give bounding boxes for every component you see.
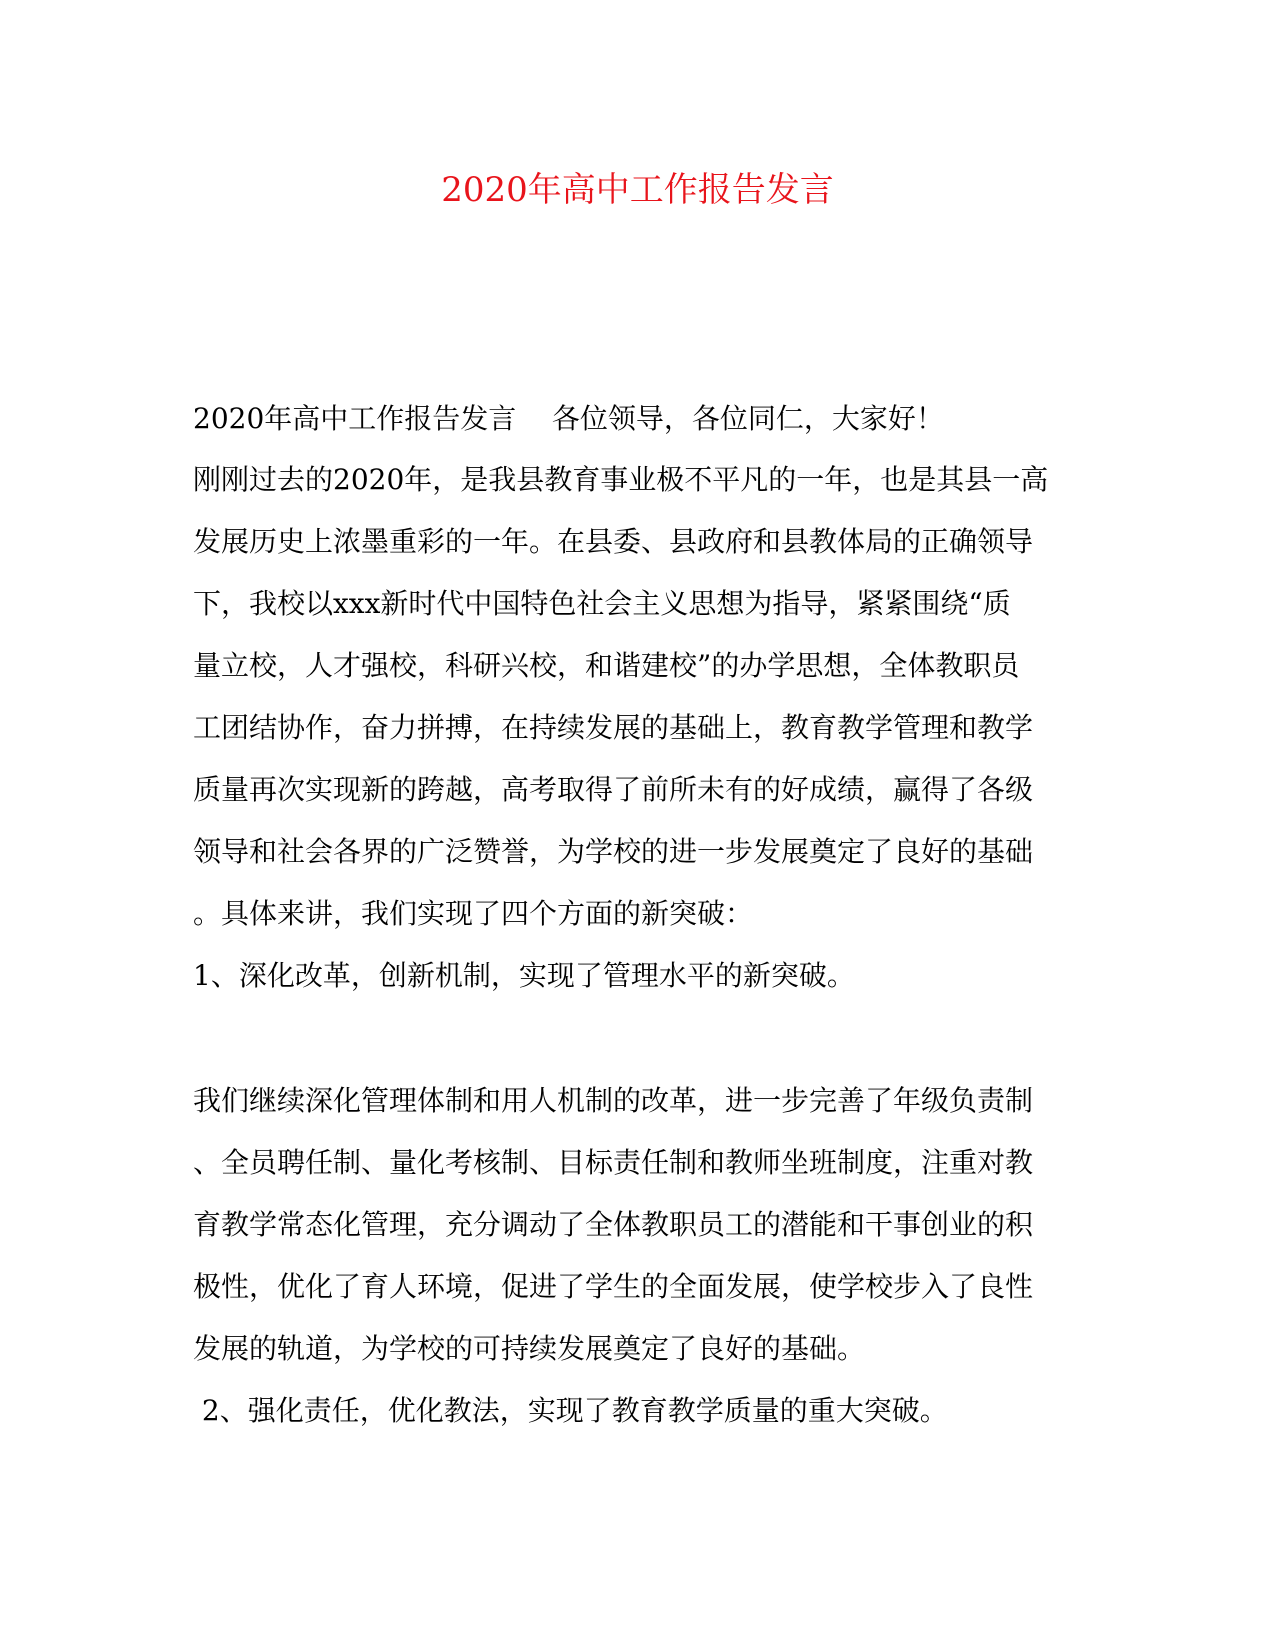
- list-heading: 1、深化改革，创新机制，实现了管理水平的新突破。: [193, 959, 855, 992]
- paragraph-line: 我们继续深化管理体制和用人机制的改革，进一步完善了年级负责制: [193, 1084, 1034, 1117]
- paragraph-line: 刚刚过去的2020年，是我县教育事业极不平凡的一年，也是其县一高: [193, 463, 1049, 496]
- paragraph-line: 发展的轨道，为学校的可持续发展奠定了良好的基础。: [193, 1332, 866, 1365]
- paragraph-line: 质量再次实现新的跨越，高考取得了前所未有的好成绩，赢得了各级: [193, 773, 1034, 806]
- paragraph-line: 2020年高中工作报告发言 各位领导，各位同仁，大家好！: [193, 402, 944, 435]
- paragraph-line: 工团结协作，奋力拼搏，在持续发展的基础上，教育教学管理和教学: [193, 711, 1034, 744]
- paragraph-line: 发展历史上浓墨重彩的一年。在县委、县政府和县教体局的正确领导: [193, 525, 1034, 558]
- document-title: 2020年高中工作报告发言: [441, 170, 834, 210]
- paragraph-line: 。具体来讲，我们实现了四个方面的新突破：: [193, 897, 754, 930]
- paragraph-line: 领导和社会各界的广泛赞誉，为学校的进一步发展奠定了良好的基础: [193, 835, 1034, 868]
- paragraph-line: 量立校，人才强校，科研兴校，和谐建校”的办学思想，全体教职员: [193, 649, 1020, 682]
- list-heading: 2、强化责任，优化教法，实现了教育教学质量的重大突破。: [193, 1394, 948, 1427]
- paragraph-line: 、全员聘任制、量化考核制、目标责任制和教师坐班制度，注重对教: [193, 1146, 1034, 1179]
- paragraph-line: 极性，优化了育人环境，促进了学生的全面发展，使学校步入了良性: [193, 1270, 1034, 1303]
- paragraph-line: 下，我校以xxx新时代中国特色社会主义思想为指导，紧紧围绕“质: [193, 587, 1011, 620]
- paragraph-line: 育教学常态化管理，充分调动了全体教职员工的潜能和干事创业的积: [193, 1208, 1034, 1241]
